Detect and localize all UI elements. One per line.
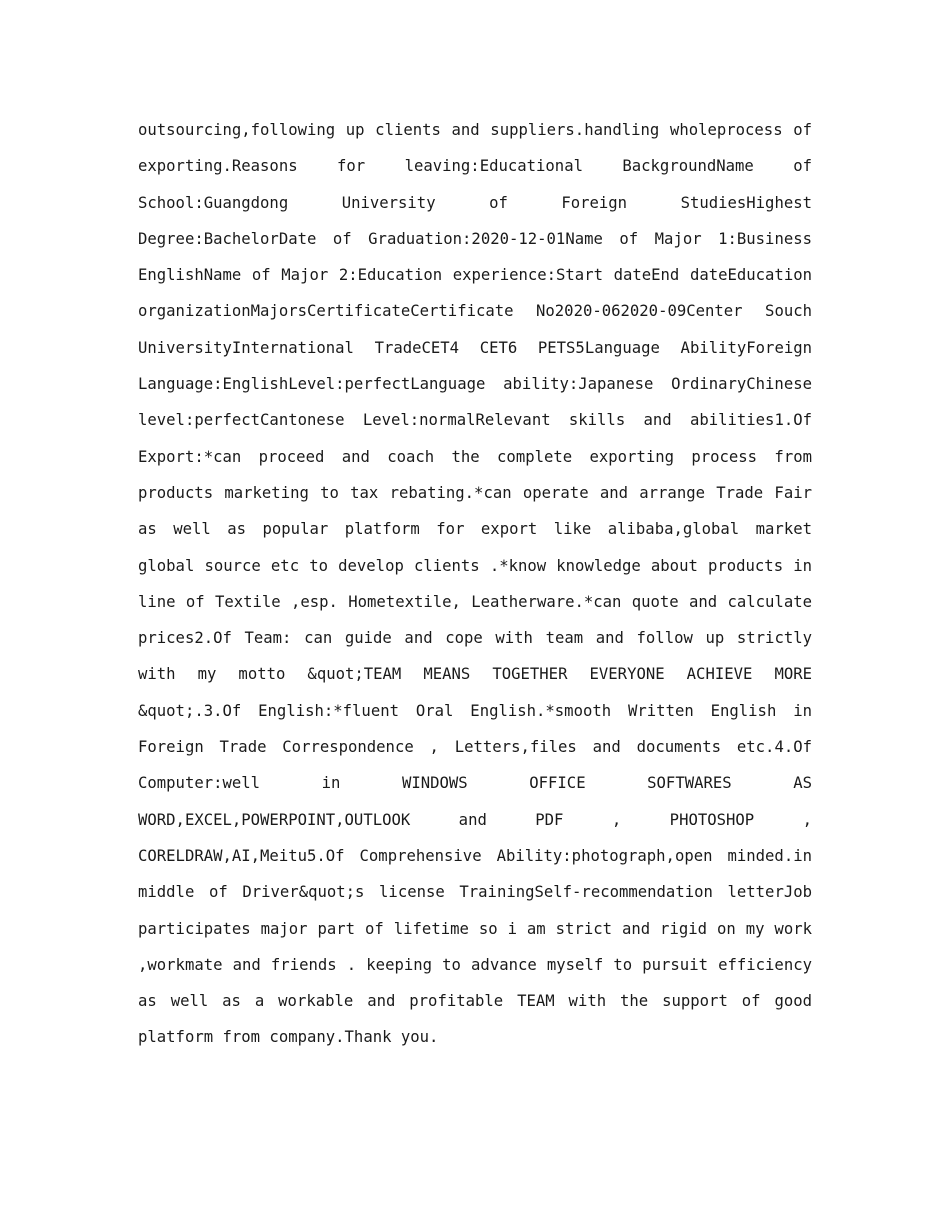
resume-body-text: outsourcing,following up clients and suppliers.handling wholeprocess of exporting.Reasons for leaving:Educational BackgroundName of School:Guangdong University of Foreign StudiesHighest Degree:BachelorDate of Graduation:2020-12-01Name of Major 1:Business EnglishName of Major 2:Education experience:Start dateEnd dateEducation organizationMajorsCertificateCertificate No2020-062020-09Center Souch UniversityInternational TradeCET4 CET6 PETS5Language AbilityForeign Language:EnglishLevel:perfectLanguage ability:Japanese OrdinaryChinese level:perfectCantonese Level:normalRelevant skills and abilities1.Of Export:*can proceed and coach the complete exporting process from products marketing to tax rebating.*can operate and arrange Trade Fair as well as popular platform for export like alibaba,global market global source etc to develop clients .*know knowledge about products in line of Textile ,esp. Hometextile, Leatherware.*can quote and calculate prices2.Of Team: can guide and cope with team and follow up strictly with my motto &quot;TEAM MEANS TOGETHER EVERYONE ACHIEVE MORE &quot;.3.Of English:*fluent Oral English.*smooth Written English in Foreign Trade Correspondence , Letters,files and documents etc.4.Of Computer:well in WINDOWS OFFICE SOFTWARES AS WORD,EXCEL,POWERPOINT,OUTLOOK and PDF , PHOTOSHOP , CORELDRAW,AI,Meitu5.Of Comprehensive Ability:photograph,open minded.in middle of Driver&quot;s license TrainingSelf-recommendation letterJob participates major part of lifetime so i am strict and rigid on my work ,workmate and friends . keeping to advance myself to pursuit efficiency as well as a workable and profitable TEAM with the support of good platform from company.Thank you. [138, 121, 812, 1047]
